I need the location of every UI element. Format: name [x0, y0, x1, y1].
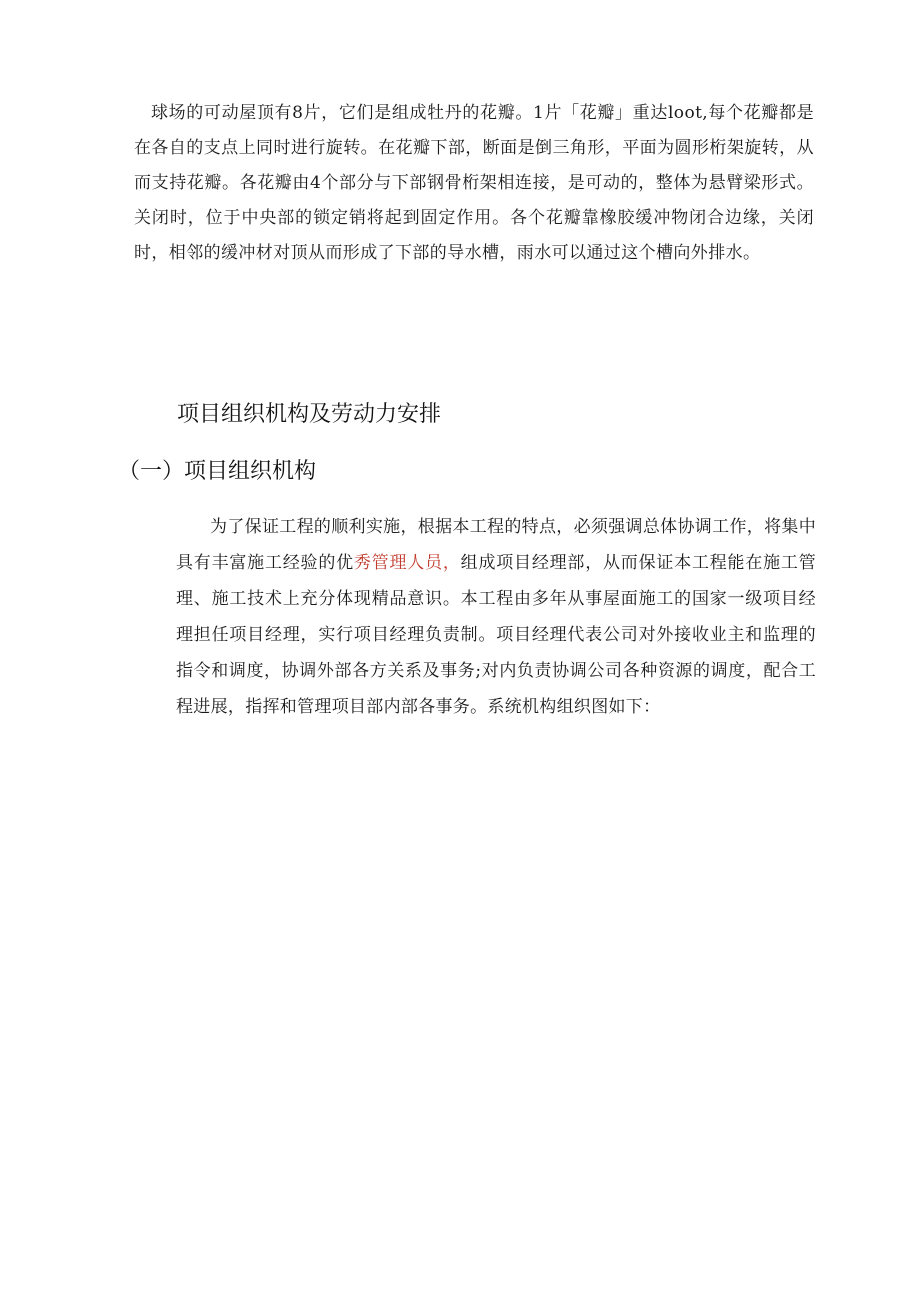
paragraph-organization-text-1: 为了保证工程的顺利实施，根据本工程的特点，必须强调总体协调工作，将集中具有丰富施工经验的优 — [176, 517, 816, 573]
section-heading: 项目组织机构及劳动力安排 — [177, 402, 442, 427]
highlighted-text: 秀管理人员， — [353, 553, 461, 573]
paragraph-roof-description: 球场的可动屋顶有8片，它们是组成牡丹的花瓣。1片「花瓣」重达loot,每个花瓣都是在各自的支点上同时进行旋转。在花瓣下部，断面是倒三角形，平面为圆形桁架旋转，从而支持花瓣。各花瓣由4个部分与下部钢骨桁架相连接，是可动的，整体为悬臂梁形式。关闭时，位于中央部的锁定销将起到固定作用。各个花瓣靠橡胶缓冲物闭合边缘，关闭时，相邻的缓冲材对顶从而形成了下部的导水槽，雨水可以通过这个槽向外排水。 — [134, 103, 814, 263]
paragraph-organization-text-2: 组成项目经理部，从而保证本工程能在施工管理、施工技术上充分体现精品意识。本工程由多年从事屋面施工的国家一级项目经理担任项目经理，实行项目经理负责制。项目经理代表公司对外接收业主和监理的指令和调度，协调外部各方关系及事务;对内负责协调公司各种资源的调度，配合工程进展，指挥和管理项目部内部各事务。系统机构组织图如下： — [176, 553, 817, 717]
subsection-heading: （一）项目组织机构 — [118, 459, 317, 484]
paragraph-organization — [176, 509, 816, 725]
